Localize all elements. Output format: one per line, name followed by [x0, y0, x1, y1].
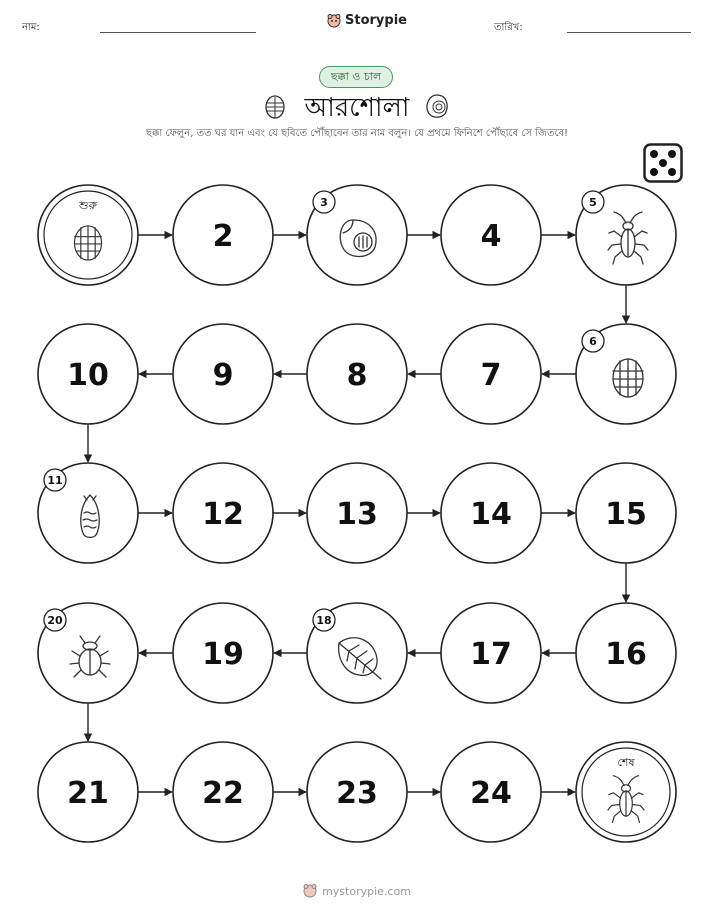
board-cell-22[interactable] — [173, 742, 273, 842]
cell-number: 2 — [212, 219, 234, 254]
board-cell-15[interactable] — [576, 463, 676, 563]
cell-number: 16 — [605, 637, 647, 672]
cell-number: 24 — [470, 776, 512, 811]
board-cell-2[interactable] — [173, 185, 273, 285]
cell-number: 23 — [336, 776, 378, 811]
date-label: তারিখ: — [494, 22, 523, 33]
board-cell-3[interactable] — [307, 185, 407, 285]
board-cell-12[interactable] — [173, 463, 273, 563]
storypie-mascot-icon — [303, 884, 317, 898]
cell-number: 13 — [336, 497, 378, 532]
cell-number: 21 — [67, 776, 109, 811]
cell-number: 3 — [320, 196, 328, 209]
board-cell-10[interactable] — [38, 324, 138, 424]
board-cell-1[interactable] — [38, 185, 138, 285]
cell-number: 22 — [202, 776, 244, 811]
cell-number: 17 — [470, 637, 512, 672]
footer — [0, 884, 714, 898]
board-cell-8[interactable] — [307, 324, 407, 424]
board-cell-20[interactable] — [38, 603, 138, 703]
board-cell-7[interactable] — [441, 324, 541, 424]
board-cell-5[interactable] — [576, 185, 676, 285]
cell-number: 12 — [202, 497, 244, 532]
cell-number: 9 — [212, 358, 234, 393]
cell-number: 15 — [605, 497, 647, 532]
board-cell-4[interactable] — [441, 185, 541, 285]
board-cell-6[interactable] — [576, 324, 676, 424]
brand-name: Storypie — [345, 13, 407, 28]
cell-number: 19 — [202, 637, 244, 672]
cell-number: 4 — [480, 219, 502, 254]
start-label: শুরু — [79, 199, 97, 212]
instructions: ছক্কা ফেলুন, তত ঘর যান এবং যে ছবিতে পৌঁছাবেন তার নাম বলুন। যে প্রথমে ফিনিশে পৌঁছাবে সে জিতবে! — [145, 128, 569, 139]
board-cell-19[interactable] — [173, 603, 273, 703]
board-cell-14[interactable] — [441, 463, 541, 563]
cell-number: 6 — [589, 335, 597, 348]
board-cell-23[interactable] — [307, 742, 407, 842]
cell-number: 18 — [316, 614, 332, 627]
cell-number: 14 — [470, 497, 512, 532]
board-cell-25[interactable] — [576, 742, 676, 842]
cell-number: 20 — [47, 614, 63, 627]
cell-number: 8 — [346, 358, 368, 393]
board-cell-18[interactable] — [307, 603, 407, 703]
cell-number: 5 — [589, 196, 597, 209]
cell-number: 7 — [480, 358, 502, 393]
cell-number: 10 — [67, 358, 109, 393]
board-cell-16[interactable] — [576, 603, 676, 703]
end-label: শেষ — [617, 756, 635, 769]
board-cell-11[interactable] — [38, 463, 138, 563]
game-type-badge: ছক্কা ও চাল — [319, 66, 393, 88]
name-label: নাম: — [22, 22, 40, 33]
board-cell-17[interactable] — [441, 603, 541, 703]
cell-number: 11 — [47, 474, 63, 487]
page-title: আরশোলা — [304, 93, 410, 123]
board-cell-21[interactable] — [38, 742, 138, 842]
board-cell-9[interactable] — [173, 324, 273, 424]
board-cell-24[interactable] — [441, 742, 541, 842]
board-cell-13[interactable] — [307, 463, 407, 563]
footer-url[interactable]: mystorypie.com — [322, 884, 411, 898]
